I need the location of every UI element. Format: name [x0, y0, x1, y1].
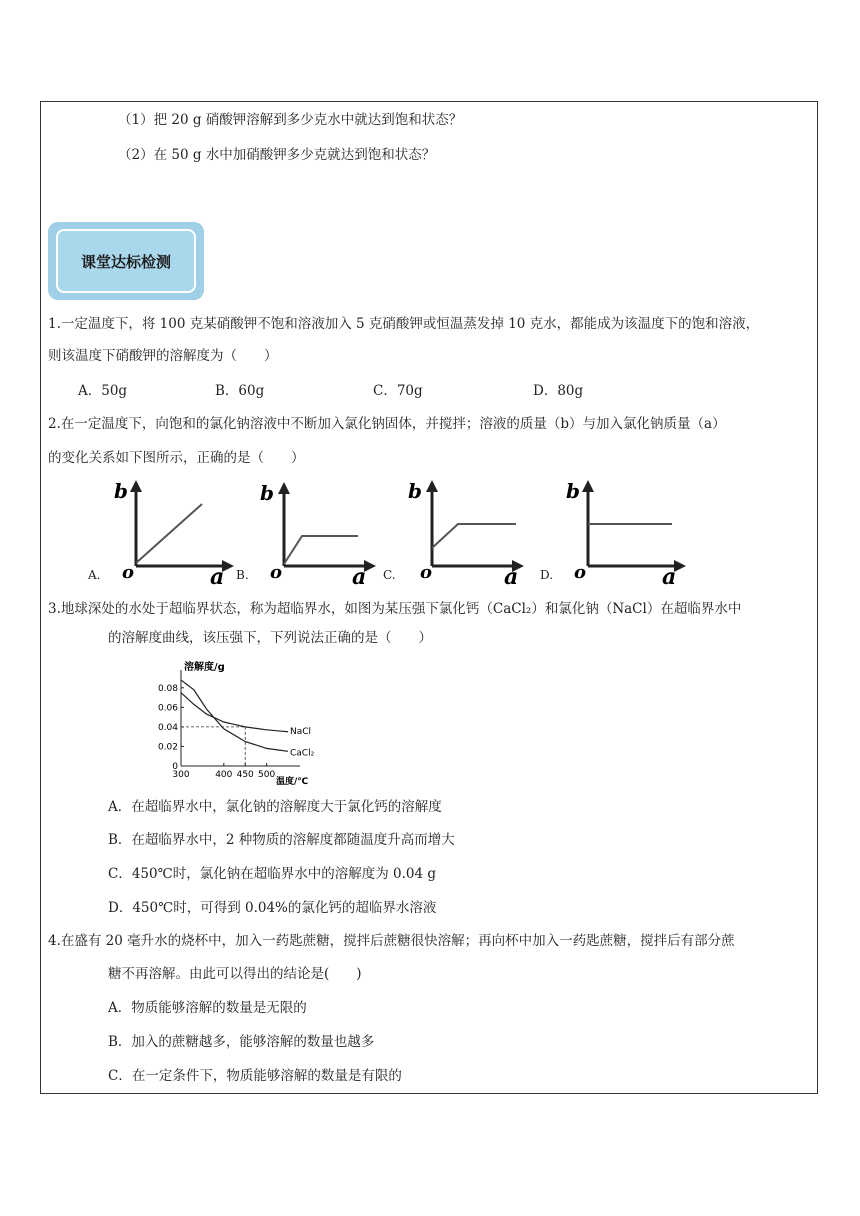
q2-option-a-label: A.	[88, 568, 101, 582]
chart-y-tick-label: 0.04	[157, 722, 178, 733]
chart-series-label: CaCl₂	[290, 748, 315, 759]
chart-y-tick-label: 0.08	[157, 683, 178, 694]
chart-series-cacl2	[181, 680, 288, 751]
q1-option-c: C．70g	[373, 383, 423, 399]
chart-series-nacl	[181, 693, 288, 732]
chart-xlabel: 温度/℃	[276, 777, 309, 787]
q2-b-x-label: a	[352, 564, 367, 590]
q2-c-x-label: a	[504, 564, 519, 590]
q2-graph-c	[406, 478, 519, 590]
q2-b-origin-label: o	[270, 562, 283, 583]
q2-option-d-label: D.	[540, 568, 554, 582]
q1-option-b: B．60g	[215, 383, 265, 399]
q4-option-c: C．在一定条件下，物质能够溶解的数量是有限的	[108, 1068, 402, 1084]
q4-option-a: A．物质能够溶解的数量是无限的	[108, 1000, 307, 1016]
q2-a-y-label: b	[114, 479, 128, 503]
q1-line1: 1.一定温度下，将 100 克某硝酸钾不饱和溶液加入 5 克硝酸钾或恒温蒸发掉 10 克水，都能成为该温度下的饱和溶液，	[48, 316, 760, 332]
chart-x-tick-label: 400	[215, 770, 233, 780]
q2-line1: 2.在一定温度下，向饱和的氯化钠溶液中不断加入氯化钠固体，并搅拌；溶液的质量（b）与加入氯化钠质量（a）	[48, 416, 726, 432]
chart-y-tick-label: 0.02	[157, 742, 178, 753]
chart-x-tick-label: 500	[258, 770, 276, 780]
q2-a-x-label: a	[210, 564, 225, 590]
q3-option-d: D．450℃时，可得到 0.04%的氯化钙的超临界水溶液	[108, 900, 437, 916]
q2-d-x-label: a	[662, 564, 677, 590]
q2-c-origin-label: o	[420, 562, 433, 583]
q2-graph-b	[258, 480, 368, 590]
q2-d-y-label: b	[566, 479, 580, 503]
q4-option-b: B．加入的蔗糖越多，能够溶解的数量也越多	[108, 1034, 375, 1050]
q3-option-a: A．在超临界水中，氯化钠的溶解度大于氯化钙的溶解度	[108, 799, 442, 815]
q2-d-origin-label: o	[574, 562, 587, 583]
chart-ylabel: 溶解度/g	[184, 662, 225, 673]
q4-line1: 4.在盛有 20 毫升水的烧杯中，加入一药匙蔗糖，搅拌后蔗糖很快溶解；再向杯中加入一药匙蔗糖，搅拌后有部分蔗	[48, 933, 735, 949]
chart-y-tick-label: 0.06	[157, 703, 178, 714]
q2-c-y-label: b	[408, 479, 422, 503]
q2-a-origin-label: o	[122, 562, 135, 583]
q1-line2: 则该温度下硝酸钾的溶解度为（ ）	[48, 348, 278, 364]
q3-option-c: C．450℃时，氯化钠在超临界水中的溶解度为 0.04 g	[108, 866, 436, 882]
q4-line2: 糖不再溶解。由此可以得出的结论是( )	[108, 966, 362, 982]
chart-series-label: NaCl	[290, 726, 312, 737]
chart-y-tick-label: 0	[172, 762, 178, 772]
q1-option-d: D．80g	[533, 383, 584, 399]
q2-graph-d	[562, 478, 677, 590]
chart-x-tick-label: 300	[172, 770, 190, 780]
prev-question-2: （2）在 50 g 水中加硝酸钾多少克就达到饱和状态？	[118, 147, 436, 163]
prev-question-1: （1）把 20 g 硝酸钾溶解到多少克水中就达到饱和状态？	[118, 112, 463, 128]
q3-line1: 3.地球深处的水处于超临界状态，称为超临界水，如图为某压强下氯化钙（CaCl₂）和氯化钠（NaCl）在超临界水中	[48, 601, 742, 617]
section-title: 课堂达标检测	[56, 229, 196, 293]
chart-x-tick-label: 450	[236, 770, 254, 780]
q1-option-a: A．50g	[78, 383, 128, 399]
q2-graph-a	[110, 478, 225, 590]
solubility-chart	[148, 660, 328, 785]
q2-b-y-label: b	[260, 481, 274, 505]
q3-line2: 的溶解度曲线，该压强下，下列说法正确的是（ ）	[108, 630, 432, 646]
q2-option-c-label: C.	[383, 568, 396, 582]
q2-line2: 的变化关系如下图所示，正确的是（ ）	[48, 450, 305, 466]
q3-option-b: B．在超临界水中，2 种物质的溶解度都随温度升高而增大	[108, 832, 455, 848]
q2-option-b-label: B.	[236, 568, 249, 582]
